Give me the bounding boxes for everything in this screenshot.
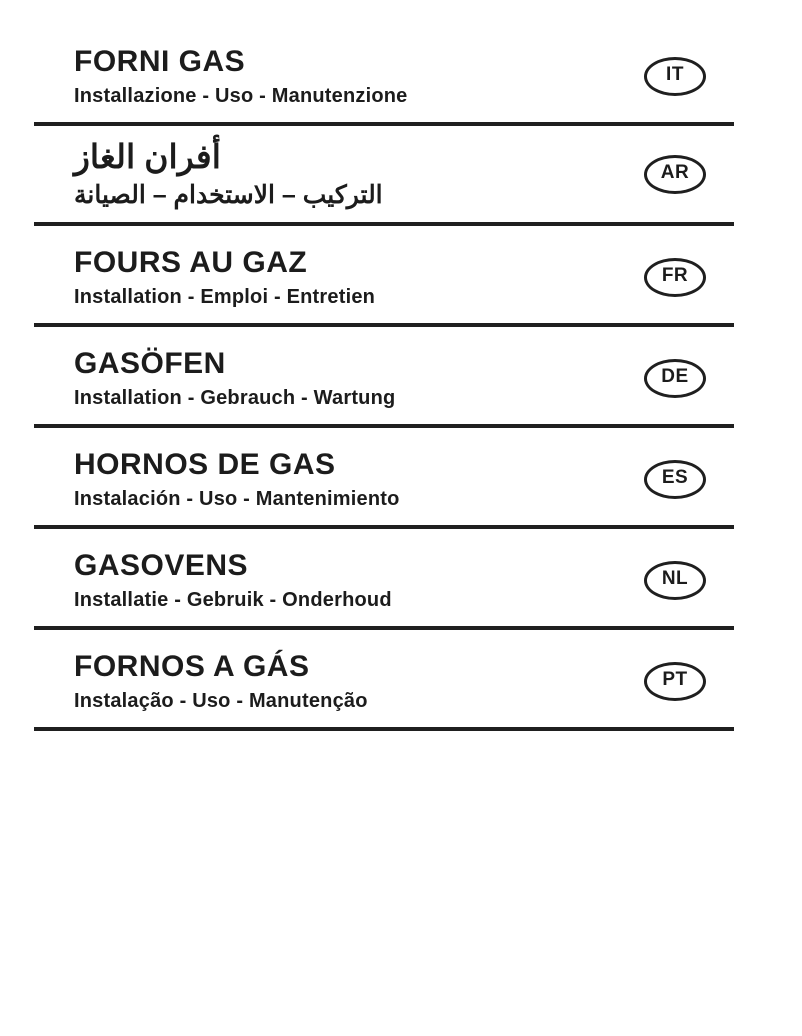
- language-text-block: [74, 549, 628, 611]
- manual-subtitle-ar: التركيب – الاستخدام – الصيانة: [74, 180, 383, 209]
- language-text-block: [74, 448, 628, 510]
- language-section-french: [34, 226, 734, 327]
- product-title-fr: FOURS AU GAZ: [74, 246, 308, 279]
- language-text-block: [74, 137, 628, 211]
- language-section-german: [34, 327, 734, 428]
- product-title-de: GASÖFEN: [74, 347, 226, 380]
- language-code-pt: PT: [662, 669, 688, 690]
- language-badge-es: [644, 460, 706, 499]
- manual-subtitle-it: Installazione - Uso - Manutenzione: [74, 85, 408, 107]
- product-title-pt: FORNOS A GÁS: [74, 650, 310, 683]
- manual-subtitle-es: Instalación - Uso - Mantenimiento: [74, 488, 400, 510]
- language-code-ar: AR: [660, 162, 690, 183]
- language-code-it: IT: [666, 64, 684, 85]
- language-code-fr: FR: [661, 265, 689, 286]
- language-badge-it: [644, 57, 706, 96]
- language-text-block: [74, 45, 628, 107]
- language-section-italian: [34, 25, 734, 126]
- language-code-de: DE: [661, 366, 689, 387]
- language-section-arabic: [34, 126, 734, 226]
- language-code-nl: NL: [661, 568, 689, 589]
- language-index: [34, 0, 734, 731]
- language-badge-ar: [644, 155, 706, 194]
- language-code-es: ES: [661, 467, 689, 488]
- manual-subtitle-de: Installation - Gebrauch - Wartung: [74, 387, 396, 409]
- language-badge-fr: [644, 258, 706, 297]
- manual-subtitle-pt: Instalação - Uso - Manutenção: [74, 690, 368, 712]
- language-badge-pt: [644, 662, 706, 701]
- language-text-block: [74, 347, 628, 409]
- product-title-it: FORNI GAS: [74, 45, 246, 78]
- product-title-nl: GASOVENS: [74, 549, 249, 582]
- product-title-ar: أفران الغاز: [74, 137, 221, 175]
- manual-subtitle-fr: Installation - Emploi - Entretien: [74, 286, 376, 308]
- language-text-block: [74, 650, 628, 712]
- product-title-es: HORNOS DE GAS: [74, 448, 336, 481]
- language-badge-nl: [644, 561, 706, 600]
- language-section-dutch: [34, 529, 734, 630]
- language-text-block: [74, 246, 628, 308]
- language-section-portuguese: [34, 630, 734, 731]
- manual-subtitle-nl: Installatie - Gebruik - Onderhoud: [74, 589, 392, 611]
- language-section-spanish: [34, 428, 734, 529]
- language-badge-de: [644, 359, 706, 398]
